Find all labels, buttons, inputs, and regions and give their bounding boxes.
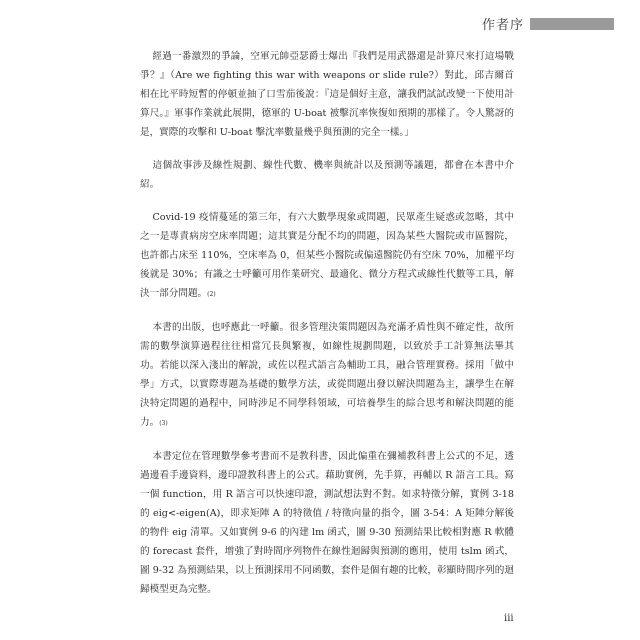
page-number: iii (504, 613, 514, 624)
footnote-marker: (3) (159, 420, 168, 427)
page-header (482, 14, 614, 33)
header-accent-bar (530, 18, 614, 30)
paragraph: 經過一番激烈的爭論，空軍元帥亞瑟爵士爆出『我們是用武器還是計算尺來打這場戰爭？』（Are we fighting this war with weapons or slide rule?）對此，邱吉爾首相在比平時短暫的停頓並抽了口雪茄後說：『這是個好主意，讓我們試試改變一下使用計算尺。』軍事作業就此展開，德軍的 U-boat 被擊沉率恢復如預期的那樣了。令人驚訝的是，實際的攻擊和 U-boat 擊沈率數量幾乎與預測的完全一樣。」 (140, 51, 514, 138)
paragraph: 本書定位在管理數學參考書而不是教科書，因此偏重在彌補教科書上公式的不足，透過邊看手邊資料，邊印證教科書上的公式。藉助實例，先手算，再輔以 R 語言工具。寫一個 function，用 R 語言可以快速印證，測試想法對不對。如求特徵分解，實例 3-18 的 eig<-eigen(A)，即求矩陣 A 的特徵值 / 特徵向量的指令，圖 3-54：A 矩陣分解後的物件 eig 清單。又如實例 9-6 的內建 lm 函式，圖 9-30 預測結果比較相對應 R 軟體的 forecast 套件，增強了對時間序列物件在線性迴歸與預測的應用，使用 tslm 函式，圖 9-32 為預測結果，以上預測採用不同函數，套件是個有趣的比較，彰顯時間序列的迴歸模型更為完整。 (140, 451, 514, 595)
footnote-marker: (2) (207, 291, 216, 298)
paragraph: 本書的出版，也呼應此一呼籲。很多管理決策問題因為充滿矛盾性與不確定性，故所需的數學演算過程往往相當冗長與繁複，如線性規劃問題，以致於手工計算無法畢其功。若能以深入淺出的解說，或佐以程式語言為輔助工具，融合管理實務。採用「做中學」方式，以實際專題為基礎的數學方法，或從問題出發以解決問題為主，讓學生在解決特定問題的過程中，同時涉足不同學科領域，可培養學生的綜合思考和解決問題的能力。(3) (140, 322, 514, 428)
paragraph: 這個故事涉及線性規劃、線性代數、機率與統計以及預測等議題，都會在本書中介紹。 (140, 160, 514, 190)
section-title: 作者序 (481, 18, 524, 33)
paragraph: Covid-19 疫情蔓延的第三年，有六大數學現象或問題，民眾產生疑惑或忽略，其中之一是專責病房空床率問題；這其實是分配不均的問題，因為某些大醫院或市區醫院，也許都占床至 110%，空床率為 0，但某些小醫院或偏遠醫院仍有空床 70%，加權平均後就是 30%；有識之士呼籲可用作業研究、最適化、微分方程式或線性代數等工具，解決一部分問題。(2) (140, 212, 514, 299)
body-text (140, 47, 514, 606)
